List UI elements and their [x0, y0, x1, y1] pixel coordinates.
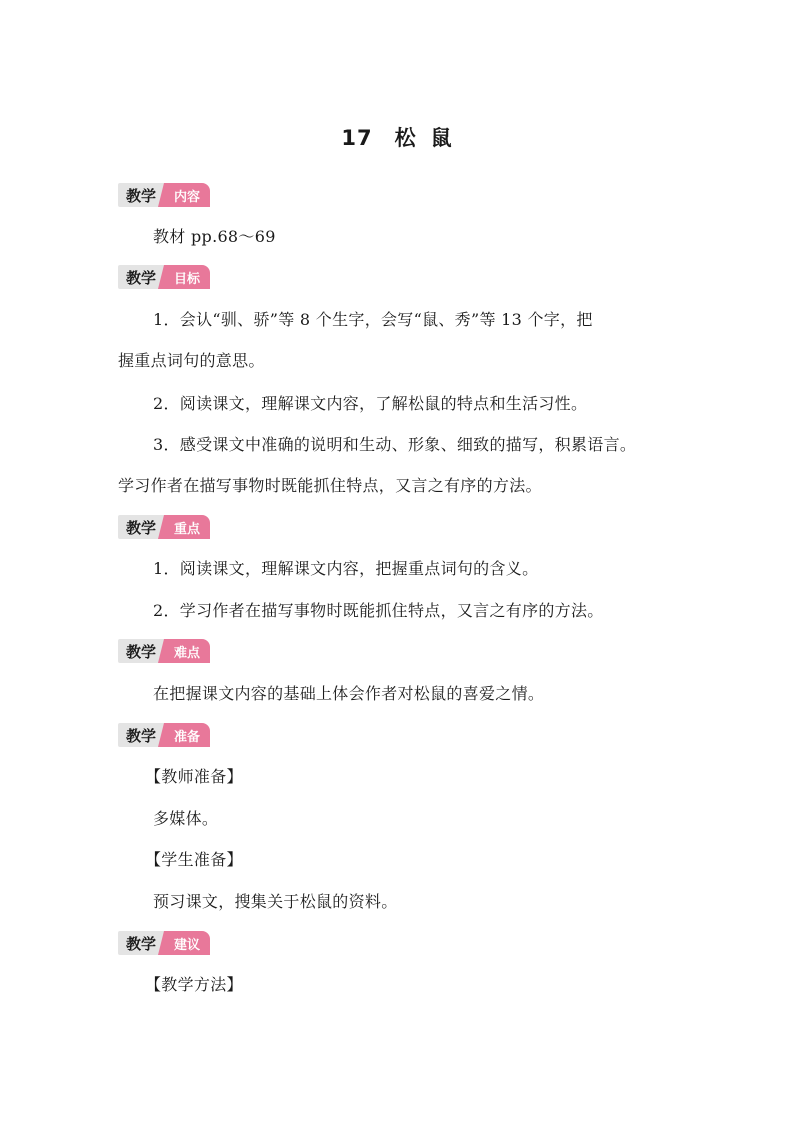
badge-label-right: 内容: [164, 183, 210, 207]
section-badge-key: [118, 515, 212, 539]
section-badge-content: [118, 183, 212, 207]
badge-label-right: 目标: [164, 265, 210, 289]
student-prep-heading: 【学生准备】: [145, 850, 243, 869]
section-badge-suggest: [118, 931, 212, 955]
page-title: [0, 122, 794, 152]
goal-2: 2．阅读课文，理解课文内容，了解松鼠的特点和生活习性。: [153, 394, 588, 413]
badge-label-left: 教学: [118, 639, 164, 663]
badge-label-left: 教学: [118, 515, 164, 539]
difficult-point: 在把握课文内容的基础上体会作者对松鼠的喜爱之情。: [153, 684, 545, 703]
teaching-method-heading: 【教学方法】: [145, 975, 243, 994]
teacher-prep-heading: 【教师准备】: [145, 767, 243, 786]
title-char-1: 松: [394, 126, 417, 150]
badge-label-left: 教学: [118, 265, 164, 289]
section-badge-difficult: [118, 639, 212, 663]
badge-label-left: 教学: [118, 931, 164, 955]
key-point-1: 1．阅读课文，理解课文内容，把握重点词句的含义。: [153, 559, 539, 578]
teacher-prep-text: 多媒体。: [153, 809, 219, 828]
content-text: 教材 pp.68～69: [153, 227, 276, 246]
badge-label-left: 教学: [118, 183, 164, 207]
goal-1-line-1: 1．会认“驯、骄”等 8 个生字，会写“鼠、秀”等 13 个字，把: [153, 310, 593, 329]
section-badge-goals: [118, 265, 212, 289]
title-char-2: 鼠: [430, 126, 453, 150]
badge-label-left: 教学: [118, 723, 164, 747]
goal-3-line-1: 3．感受课文中准确的说明和生动、形象、细致的描写，积累语言。: [153, 435, 637, 454]
badge-label-right: 准备: [164, 723, 210, 747]
key-point-2: 2．学习作者在描写事物时既能抓住特点，又言之有序的方法。: [153, 601, 604, 620]
goal-3-line-2: 学习作者在描写事物时既能抓住特点，又言之有序的方法。: [118, 476, 542, 495]
badge-label-right: 重点: [164, 515, 210, 539]
goal-1-line-2: 握重点词句的意思。: [118, 351, 265, 370]
student-prep-text: 预习课文，搜集关于松鼠的资料。: [153, 892, 398, 911]
section-badge-prep: [118, 723, 212, 747]
badge-label-right: 难点: [164, 639, 210, 663]
lesson-number: 17: [341, 126, 373, 150]
badge-label-right: 建议: [164, 931, 210, 955]
